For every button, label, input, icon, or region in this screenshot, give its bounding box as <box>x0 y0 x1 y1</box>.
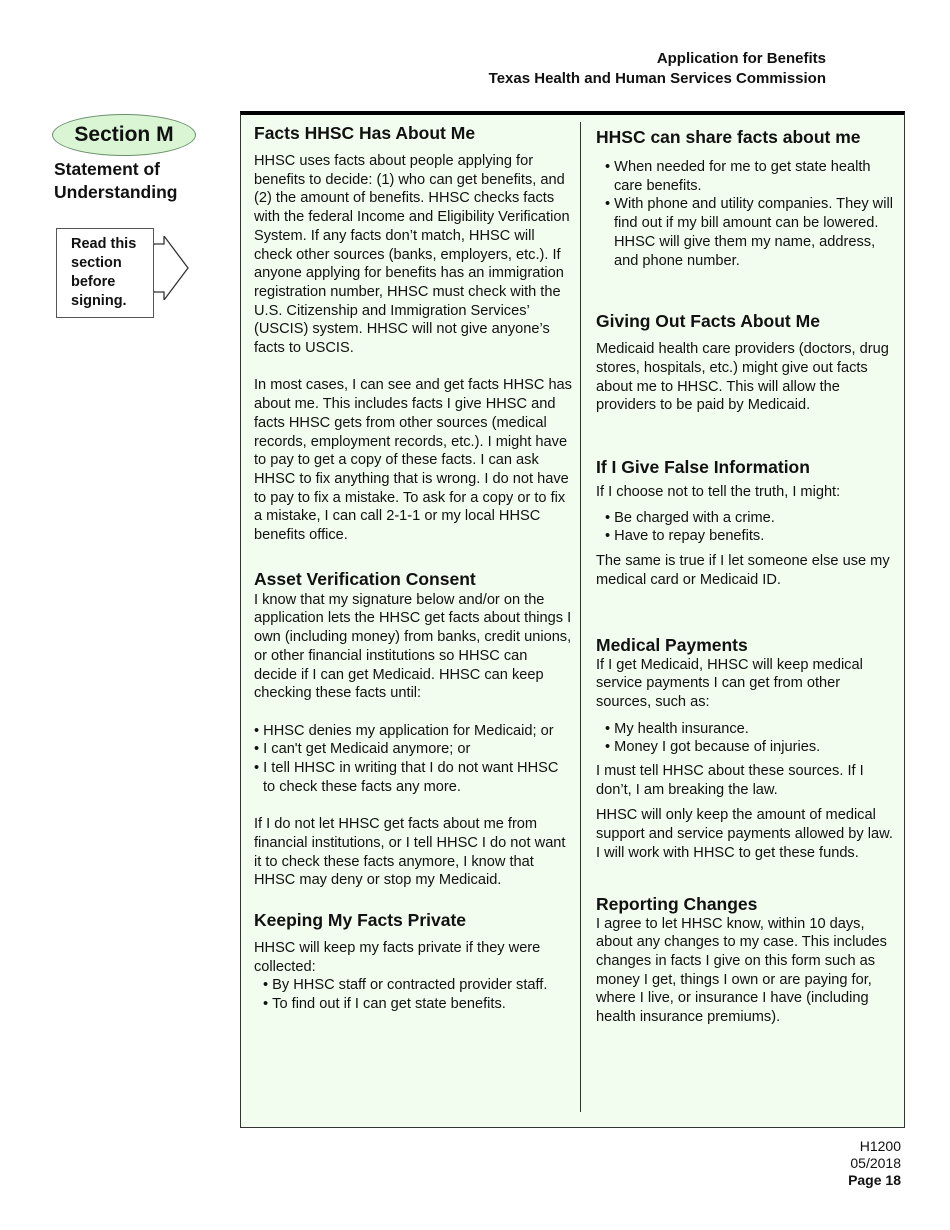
list-item: • I tell HHSC in writing that I do not want HHSC to check these facts any more. <box>254 759 572 796</box>
facts-paragraph-2: In most cases, I can see and get facts HHSC has about me. This includes facts I give HHSC and facts HHSC gets from other sources (medical records, employment records, etc.). I might have to pay to get a copy of these facts. I can ask HHSC to fix anything that is wrong. I do not have to pay to fix a mistake. To ask for a copy or to fix a mistake, I can call 2-1-1 or my local HHSC benefits office. <box>254 377 572 544</box>
share-bullet-list <box>596 158 896 270</box>
read-notice-line: before <box>71 274 116 290</box>
list-item: • HHSC denies my application for Medicaid; or <box>254 722 572 741</box>
section-title-line-2: Understanding <box>54 182 178 202</box>
right-column <box>596 122 896 1027</box>
private-heading: Keeping My Facts Private <box>254 909 467 930</box>
asset-heading: Asset Verification Consent <box>254 568 476 589</box>
list-item: • My health insurance. <box>596 720 896 739</box>
right-arrow-icon <box>154 236 190 300</box>
giving-heading: Giving Out Facts About Me <box>596 311 820 332</box>
facts-heading: Facts HHSC Has About Me <box>254 123 476 143</box>
medical-heading: Medical Payments <box>596 634 748 655</box>
section-title <box>54 158 177 204</box>
asset-paragraph-1: I know that my signature below and/or on the application lets the HHSC get facts about things I own (including money) from banks, credit unions, or other financial institutions so HHSC can decide if I can get Medicaid. HHSC can keep checking these facts until: <box>254 591 572 702</box>
reporting-heading: Reporting Changes <box>596 893 758 914</box>
false-info-paragraph-2: The same is true if I let someone else use my medical card or Medicaid ID. <box>596 553 890 588</box>
list-item: • I can't get Medicaid anymore; or <box>254 740 572 759</box>
header-line-1: Application for Benefits <box>656 50 826 67</box>
asset-bullet-list <box>254 722 572 797</box>
private-bullet-list <box>254 976 572 1013</box>
list-item: • Be charged with a crime. <box>596 509 896 528</box>
form-number: H1200 <box>859 1138 901 1154</box>
document-footer <box>848 1138 901 1189</box>
header-line-2: Texas Health and Human Services Commission <box>488 70 826 87</box>
read-notice-line: signing. <box>71 293 127 309</box>
document-header <box>489 49 826 89</box>
false-info-paragraph-1: If I choose not to tell the truth, I might: <box>596 484 841 501</box>
list-item: • With phone and utility companies. They will find out if my bill amount can be lowered. HHSC will give them my name, address, and phone number. <box>596 195 896 270</box>
list-item: • To find out if I can get state benefits. <box>254 995 572 1014</box>
medical-bullet-list <box>596 720 896 757</box>
list-item: • Money I got because of injuries. <box>596 738 896 757</box>
section-title-line-1: Statement of <box>54 159 160 179</box>
column-divider <box>580 122 581 1112</box>
share-heading: HHSC can share facts about me <box>596 127 861 147</box>
page-number: Page 18 <box>848 1172 901 1188</box>
reporting-paragraph: I agree to let HHSC know, within 10 days, about any changes to my case. This includes changes in facts I give on this form such as money I get, things I own or are paying for, where I live, or insurance I have (including health insurance premiums). <box>596 915 887 1026</box>
read-notice-line: Read this <box>71 236 137 252</box>
form-date: 05/2018 <box>850 1155 901 1171</box>
medical-paragraph-2: I must tell HHSC about these sources. If I don’t, I am breaking the law. <box>596 763 864 798</box>
medical-paragraph-1: If I get Medicaid, HHSC will keep medical service payments I can get from other sources, such as: <box>596 656 863 710</box>
read-notice-box <box>56 228 154 318</box>
facts-paragraph-1: HHSC uses facts about people applying for benefits to decide: (1) who can get benefits, and (2) the amount of benefits. HHSC checks facts with the federal Income and Eligibility Verification System. If any facts don’t match, HHSC will check other sources (banks, employers, etc.). If anyone applying for benefits has an immigration registration number, HHSC must check with the U.S. Citizenship and Immigration Services’ (USCIS) system. HHSC will not give anyone’s facts to USCIS. <box>254 153 570 357</box>
section-badge: Section M <box>52 114 196 156</box>
false-info-heading: If I Give False Information <box>596 457 810 478</box>
false-info-bullet-list <box>596 509 896 546</box>
left-column <box>254 122 572 1014</box>
private-paragraph: HHSC will keep my facts private if they were collected: <box>254 939 541 975</box>
list-item: • Have to repay benefits. <box>596 527 896 546</box>
read-notice-line: section <box>71 255 122 271</box>
list-item: • By HHSC staff or contracted provider staff. <box>254 976 572 995</box>
medical-paragraph-3: HHSC will only keep the amount of medical support and service payments allowed by law. I will work with HHSC to get these funds. <box>596 807 893 861</box>
list-item: • When needed for me to get state health care benefits. <box>596 158 896 195</box>
giving-paragraph: Medicaid health care providers (doctors, drug stores, hospitals, etc.) might give out facts about me to HHSC. This will allow the providers to be paid by Medicaid. <box>596 341 889 414</box>
asset-paragraph-2: If I do not let HHSC get facts about me from financial institutions, or I tell HHSC I do not want it to check these facts anymore, I know that HHSC may deny or stop my Medicaid. <box>254 816 566 889</box>
